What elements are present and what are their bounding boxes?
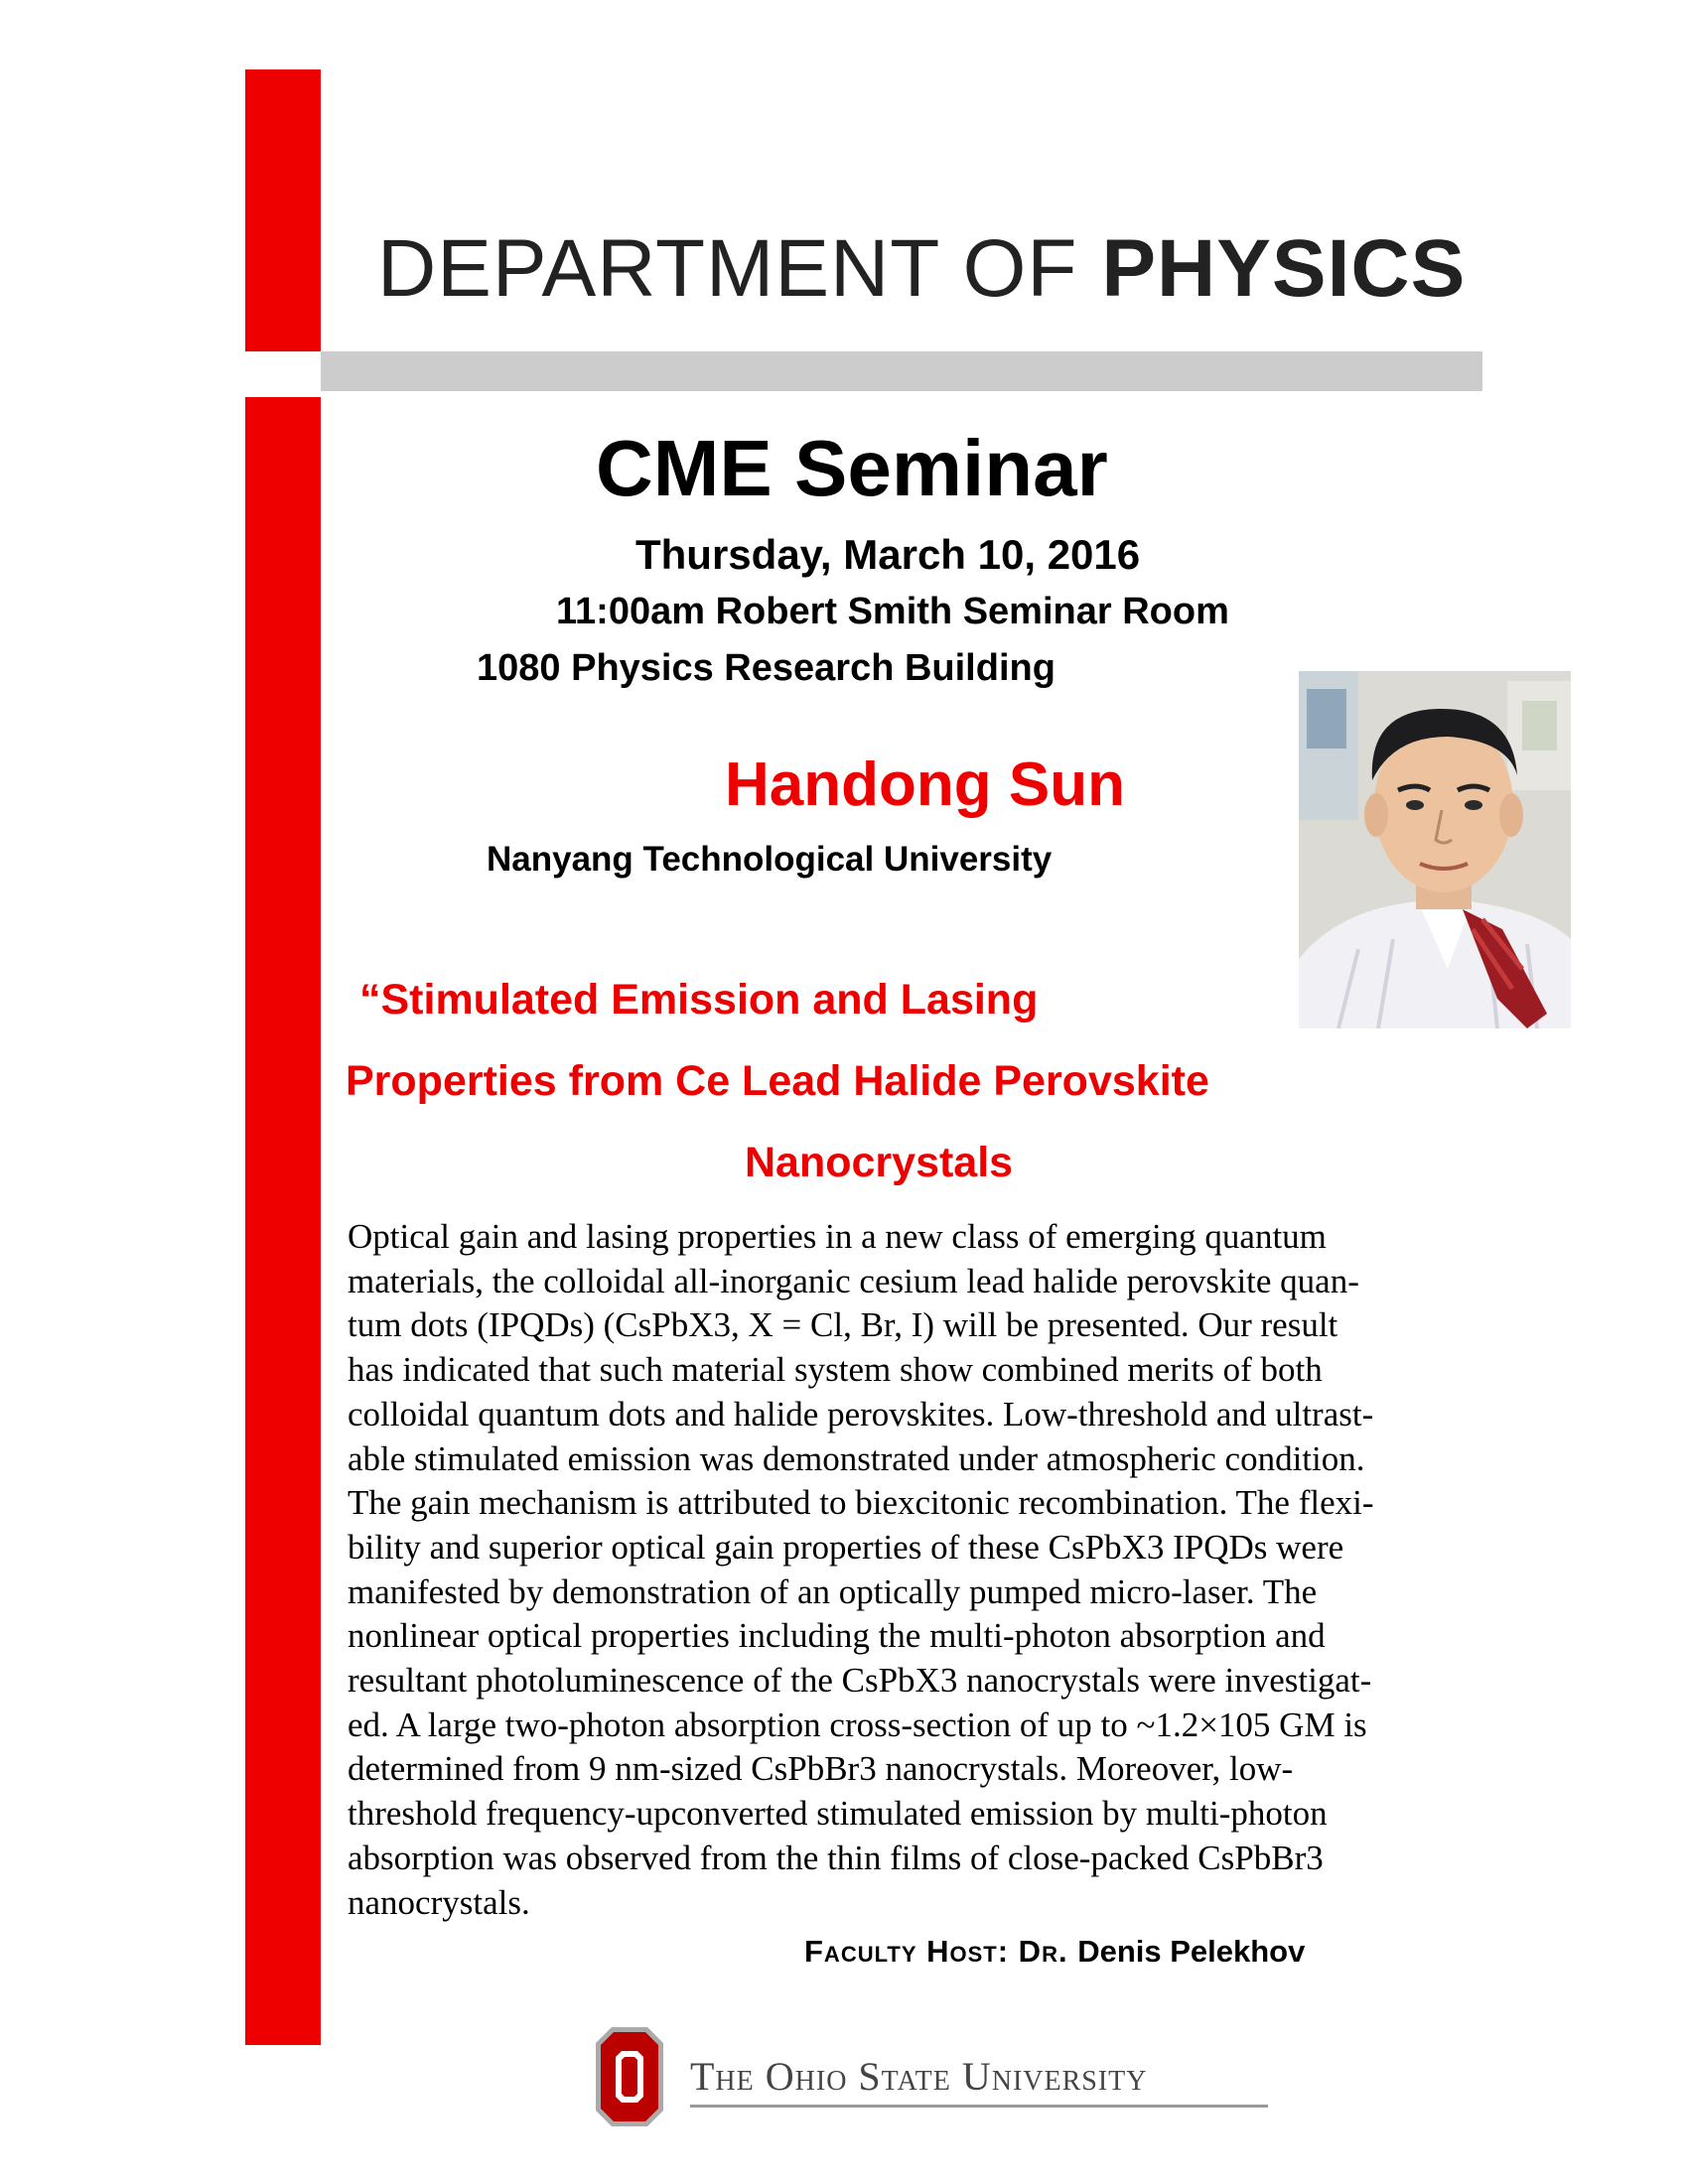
faculty-host-name: Denis Pelekhov xyxy=(1077,1934,1306,1969)
talk-title-line-1: “Stimulated Emission and Lasing xyxy=(359,976,1039,1024)
abstract-line: nonlinear optical properties including the multi-photon absorption and xyxy=(348,1616,1326,1656)
department-name: PHYSICS xyxy=(1101,223,1467,314)
speaker-name: Handong Sun xyxy=(725,751,1125,819)
abstract-line: bility and superior optical gain properties of these CsPbX3 IPQDs were xyxy=(348,1527,1344,1567)
abstract-line: tum dots (IPQDs) (CsPbX3, X = Cl, Br, I) will be presented. Our result xyxy=(348,1305,1338,1345)
abstract-line: manifested by demonstration of an optically pumped micro-laser. The xyxy=(348,1571,1318,1611)
seminar-time-room: 11:00am Robert Smith Seminar Room xyxy=(556,591,1229,632)
abstract-line: absorption was observed from the thin films of close-packed CsPbBr3 xyxy=(348,1838,1324,1877)
osu-block-o-logo xyxy=(594,2025,665,2133)
abstract-line: able stimulated emission was demonstrated under atmospheric condition. xyxy=(348,1438,1365,1478)
abstract-line: Optical gain and lasing properties in a new class of emerging quantum xyxy=(348,1217,1327,1256)
abstract-line: colloidal quantum dots and halide perovskites. Low-threshold and ultrast- xyxy=(348,1394,1374,1433)
red-accent-bar-top xyxy=(245,69,321,351)
osu-wordmark: The Ohio State University xyxy=(690,2054,1148,2099)
abstract-line: nanocrystals. xyxy=(348,1882,530,1922)
abstract-line: threshold frequency-upconverted stimulated emission by multi-photon xyxy=(348,1794,1328,1834)
faculty-host-label: Faculty Host: Dr. xyxy=(804,1934,1078,1969)
gray-divider-bar xyxy=(321,351,1482,391)
abstract xyxy=(348,1215,1489,1925)
talk-title-line-3: Nanocrystals xyxy=(745,1139,1014,1186)
abstract-line: The gain mechanism is attributed to biexcitonic recombination. The flexi- xyxy=(348,1483,1374,1523)
speaker-affiliation: Nanyang Technological University xyxy=(487,840,1053,879)
osu-wordmark-underline xyxy=(690,2105,1268,2108)
red-accent-bar-main xyxy=(245,397,321,2045)
department-prefix: DEPARTMENT OF xyxy=(377,223,1102,314)
abstract-line: determined from 9 nm-sized CsPbBr3 nanocrystals. Moreover, low- xyxy=(348,1749,1294,1789)
seminar-title: CME Seminar xyxy=(596,424,1108,512)
speaker-photo xyxy=(1299,671,1571,1028)
abstract-line: resultant photoluminescence of the CsPbX3 nanocrystals were investigat- xyxy=(348,1661,1372,1701)
department-heading xyxy=(377,223,1467,314)
abstract-line: materials, the colloidal all-inorganic cesium lead halide perovskite quan- xyxy=(348,1261,1359,1300)
abstract-line: ed. A large two-photon absorption cross-section of up to ~1.2×105 GM is xyxy=(348,1705,1367,1744)
seminar-date: Thursday, March 10, 2016 xyxy=(635,531,1141,578)
talk-title-line-2: Properties from Ce Lead Halide Perovskite xyxy=(346,1057,1209,1105)
faculty-host xyxy=(804,1936,1305,1967)
abstract-line: has indicated that such material system show combined merits of both xyxy=(348,1350,1323,1390)
seminar-building: 1080 Physics Research Building xyxy=(477,647,1055,689)
